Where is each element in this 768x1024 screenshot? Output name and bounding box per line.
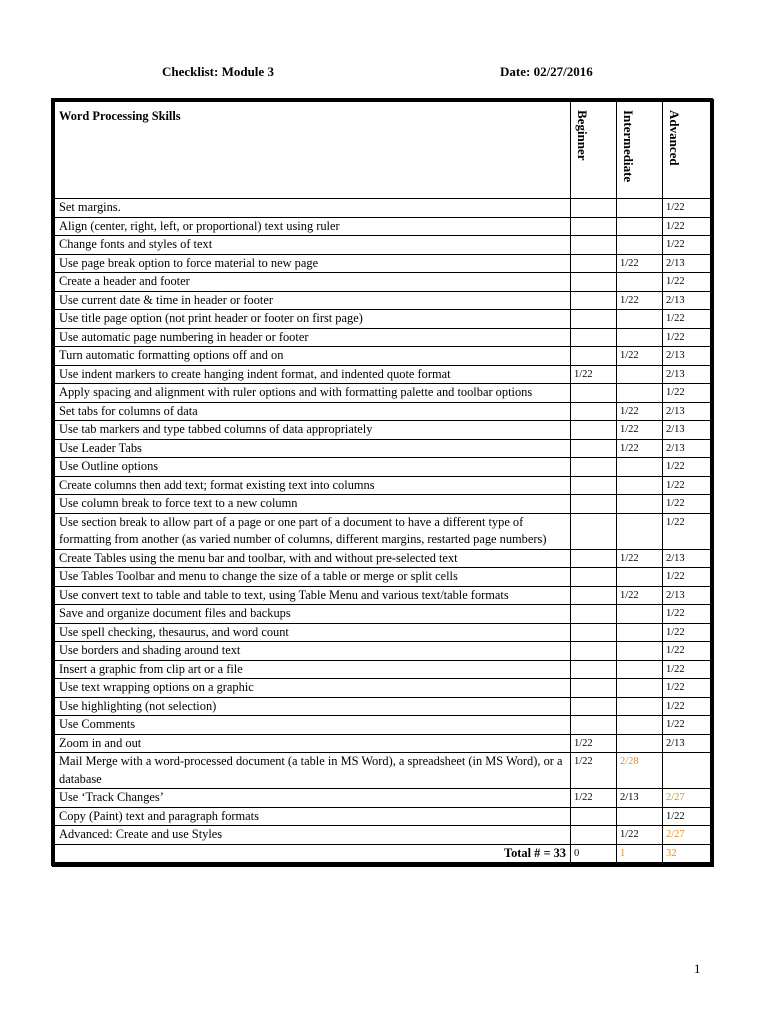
skill-cell: Use column break to force text to a new column xyxy=(55,495,571,514)
table-row xyxy=(55,586,711,605)
skill-cell: Use indent markers to create hanging indent format, and indented quote format xyxy=(55,365,571,384)
beginner-cell xyxy=(571,310,617,329)
beginner-cell xyxy=(571,716,617,735)
beginner-cell xyxy=(571,513,617,549)
beginner-cell xyxy=(571,236,617,255)
skill-cell: Insert a graphic from clip art or a file xyxy=(55,660,571,679)
total-advanced: 32 xyxy=(663,844,711,863)
intermediate-cell xyxy=(617,310,663,329)
beginner-cell xyxy=(571,347,617,366)
intermediate-cell: 1/22 xyxy=(617,347,663,366)
table-row xyxy=(55,679,711,698)
intermediate-cell xyxy=(617,495,663,514)
beginner-cell xyxy=(571,384,617,403)
table-row xyxy=(55,605,711,624)
intermediate-cell xyxy=(617,199,663,218)
advanced-cell: 1/22 xyxy=(663,310,711,329)
table-row xyxy=(55,734,711,753)
skill-cell: Save and organize document files and backups xyxy=(55,605,571,624)
beginner-cell xyxy=(571,826,617,845)
advanced-cell: 1/22 xyxy=(663,458,711,477)
beginner-cell: 1/22 xyxy=(571,753,617,789)
table-row xyxy=(55,660,711,679)
intermediate-cell: 1/22 xyxy=(617,291,663,310)
intermediate-cell xyxy=(617,236,663,255)
advanced-cell: 2/13 xyxy=(663,365,711,384)
skill-cell: Use Tables Toolbar and menu to change the size of a table or merge or split cells xyxy=(55,568,571,587)
beginner-cell xyxy=(571,605,617,624)
table-row xyxy=(55,217,711,236)
advanced-cell: 1/22 xyxy=(663,660,711,679)
table-row xyxy=(55,476,711,495)
beginner-cell xyxy=(571,495,617,514)
intermediate-cell xyxy=(617,697,663,716)
advanced-cell: 2/13 xyxy=(663,402,711,421)
advanced-cell: 1/22 xyxy=(663,476,711,495)
intermediate-cell xyxy=(617,679,663,698)
skill-cell: Mail Merge with a word-processed document (a table in MS Word), a spreadsheet (in MS Word), or a database xyxy=(55,753,571,789)
table-row xyxy=(55,254,711,273)
beginner-cell xyxy=(571,807,617,826)
skill-cell: Turn automatic formatting options off and on xyxy=(55,347,571,366)
skill-cell: Align (center, right, left, or proportional) text using ruler xyxy=(55,217,571,236)
skill-cell: Use convert text to table and table to text, using Table Menu and various text/table formats xyxy=(55,586,571,605)
intermediate-column-header: Intermediate xyxy=(621,110,636,183)
skill-cell: Use automatic page numbering in header or footer xyxy=(55,328,571,347)
skill-cell: Use highlighting (not selection) xyxy=(55,697,571,716)
advanced-cell: 1/22 xyxy=(663,642,711,661)
beginner-cell xyxy=(571,273,617,292)
beginner-cell: 1/22 xyxy=(571,365,617,384)
advanced-cell: 2/13 xyxy=(663,421,711,440)
table-row xyxy=(55,697,711,716)
table-row xyxy=(55,789,711,808)
intermediate-cell: 1/22 xyxy=(617,826,663,845)
intermediate-cell xyxy=(617,660,663,679)
skill-cell: Use page break option to force material to new page xyxy=(55,254,571,273)
beginner-cell xyxy=(571,254,617,273)
skill-cell: Set tabs for columns of data xyxy=(55,402,571,421)
advanced-cell xyxy=(663,753,711,789)
beginner-cell xyxy=(571,568,617,587)
table-row xyxy=(55,495,711,514)
skill-cell: Use title page option (not print header or footer on first page) xyxy=(55,310,571,329)
advanced-column-header: Advanced xyxy=(667,110,682,166)
total-row xyxy=(55,844,711,863)
advanced-cell: 1/22 xyxy=(663,679,711,698)
advanced-cell: 2/13 xyxy=(663,586,711,605)
skill-cell: Use Comments xyxy=(55,716,571,735)
intermediate-cell xyxy=(617,734,663,753)
table-row xyxy=(55,458,711,477)
intermediate-cell xyxy=(617,513,663,549)
advanced-cell: 1/22 xyxy=(663,328,711,347)
total-intermediate: 1 xyxy=(617,844,663,863)
beginner-cell xyxy=(571,402,617,421)
table-row xyxy=(55,421,711,440)
advanced-cell: 1/22 xyxy=(663,199,711,218)
advanced-cell: 2/13 xyxy=(663,549,711,568)
advanced-cell: 1/22 xyxy=(663,716,711,735)
skill-cell: Use section break to allow part of a page or one part of a document to have a different type of formatting from another (as varied number of columns, different margins, restarted page numbers) xyxy=(55,513,571,549)
intermediate-cell xyxy=(617,328,663,347)
beginner-cell: 1/22 xyxy=(571,734,617,753)
beginner-cell xyxy=(571,421,617,440)
table-row xyxy=(55,365,711,384)
intermediate-cell: 2/28 xyxy=(617,753,663,789)
advanced-cell: 1/22 xyxy=(663,273,711,292)
advanced-cell: 2/27 xyxy=(663,826,711,845)
beginner-cell xyxy=(571,586,617,605)
skill-cell: Advanced: Create and use Styles xyxy=(55,826,571,845)
table-row xyxy=(55,642,711,661)
intermediate-cell xyxy=(617,365,663,384)
advanced-cell: 1/22 xyxy=(663,807,711,826)
intermediate-cell: 1/22 xyxy=(617,586,663,605)
advanced-cell: 2/27 xyxy=(663,789,711,808)
intermediate-cell xyxy=(617,384,663,403)
intermediate-cell: 1/22 xyxy=(617,549,663,568)
beginner-cell xyxy=(571,439,617,458)
skills-header: Word Processing Skills xyxy=(59,109,181,123)
skills-table-body xyxy=(55,102,711,863)
advanced-cell: 1/22 xyxy=(663,623,711,642)
skill-cell: Use borders and shading around text xyxy=(55,642,571,661)
table-row xyxy=(55,807,711,826)
beginner-cell xyxy=(571,458,617,477)
beginner-cell: 1/22 xyxy=(571,789,617,808)
skill-cell: Create Tables using the menu bar and toolbar, with and without pre-selected text xyxy=(55,549,571,568)
page-number: 1 xyxy=(694,961,701,976)
intermediate-cell xyxy=(617,568,663,587)
skill-cell: Use ‘Track Changes’ xyxy=(55,789,571,808)
advanced-cell: 1/22 xyxy=(663,495,711,514)
beginner-header-cell xyxy=(571,102,617,199)
table-row xyxy=(55,310,711,329)
intermediate-cell xyxy=(617,458,663,477)
table-row xyxy=(55,549,711,568)
advanced-cell: 1/22 xyxy=(663,513,711,549)
intermediate-cell xyxy=(617,642,663,661)
skill-cell: Use Outline options xyxy=(55,458,571,477)
skill-cell: Apply spacing and alignment with ruler options and with formatting palette and toolbar options xyxy=(55,384,571,403)
table-row xyxy=(55,513,711,549)
skills-header-cell xyxy=(55,102,571,199)
table-row xyxy=(55,623,711,642)
intermediate-cell xyxy=(617,273,663,292)
advanced-cell: 2/13 xyxy=(663,734,711,753)
skills-table-frame xyxy=(51,98,713,866)
beginner-cell xyxy=(571,679,617,698)
advanced-cell: 2/13 xyxy=(663,439,711,458)
intermediate-header-cell xyxy=(617,102,663,199)
advanced-cell: 1/22 xyxy=(663,384,711,403)
beginner-cell xyxy=(571,199,617,218)
skill-cell: Set margins. xyxy=(55,199,571,218)
table-row xyxy=(55,273,711,292)
intermediate-cell xyxy=(617,716,663,735)
beginner-cell xyxy=(571,549,617,568)
beginner-column-header: Beginner xyxy=(575,110,590,161)
advanced-cell: 2/13 xyxy=(663,347,711,366)
table-row xyxy=(55,568,711,587)
table-row xyxy=(55,753,711,789)
checklist-title: Checklist: Module 3 xyxy=(162,64,274,79)
table-row xyxy=(55,347,711,366)
advanced-cell: 1/22 xyxy=(663,605,711,624)
advanced-header-cell xyxy=(663,102,711,199)
intermediate-cell: 1/22 xyxy=(617,254,663,273)
intermediate-cell: 1/22 xyxy=(617,439,663,458)
table-row xyxy=(55,328,711,347)
skill-cell: Create a header and footer xyxy=(55,273,571,292)
beginner-cell xyxy=(571,291,617,310)
skills-table xyxy=(54,101,711,863)
advanced-cell: 1/22 xyxy=(663,217,711,236)
total-beginner: 0 xyxy=(571,844,617,863)
beginner-cell xyxy=(571,328,617,347)
table-row xyxy=(55,236,711,255)
table-row xyxy=(55,439,711,458)
beginner-cell xyxy=(571,217,617,236)
checklist-date: Date: 02/27/2016 xyxy=(500,64,593,79)
intermediate-cell: 2/13 xyxy=(617,789,663,808)
skill-cell: Create columns then add text; format existing text into columns xyxy=(55,476,571,495)
skill-cell: Use Leader Tabs xyxy=(55,439,571,458)
table-row xyxy=(55,199,711,218)
table-row xyxy=(55,716,711,735)
advanced-cell: 1/22 xyxy=(663,236,711,255)
beginner-cell xyxy=(571,642,617,661)
intermediate-cell xyxy=(617,807,663,826)
intermediate-cell: 1/22 xyxy=(617,402,663,421)
intermediate-cell: 1/22 xyxy=(617,421,663,440)
skill-cell: Zoom in and out xyxy=(55,734,571,753)
skill-cell: Change fonts and styles of text xyxy=(55,236,571,255)
beginner-cell xyxy=(571,476,617,495)
advanced-cell: 2/13 xyxy=(663,291,711,310)
skill-cell: Use tab markers and type tabbed columns of data appropriately xyxy=(55,421,571,440)
intermediate-cell xyxy=(617,623,663,642)
advanced-cell: 1/22 xyxy=(663,568,711,587)
intermediate-cell xyxy=(617,217,663,236)
skill-cell: Use text wrapping options on a graphic xyxy=(55,679,571,698)
intermediate-cell xyxy=(617,605,663,624)
intermediate-cell xyxy=(617,476,663,495)
table-header-row xyxy=(55,102,711,199)
skill-cell: Use current date & time in header or footer xyxy=(55,291,571,310)
advanced-cell: 2/13 xyxy=(663,254,711,273)
table-row xyxy=(55,402,711,421)
table-row xyxy=(55,826,711,845)
table-row xyxy=(55,384,711,403)
skill-cell: Use spell checking, thesaurus, and word count xyxy=(55,623,571,642)
beginner-cell xyxy=(571,660,617,679)
skill-cell: Copy (Paint) text and paragraph formats xyxy=(55,807,571,826)
table-row xyxy=(55,291,711,310)
total-label: Total # = 33 xyxy=(55,844,571,863)
advanced-cell: 1/22 xyxy=(663,697,711,716)
beginner-cell xyxy=(571,697,617,716)
beginner-cell xyxy=(571,623,617,642)
